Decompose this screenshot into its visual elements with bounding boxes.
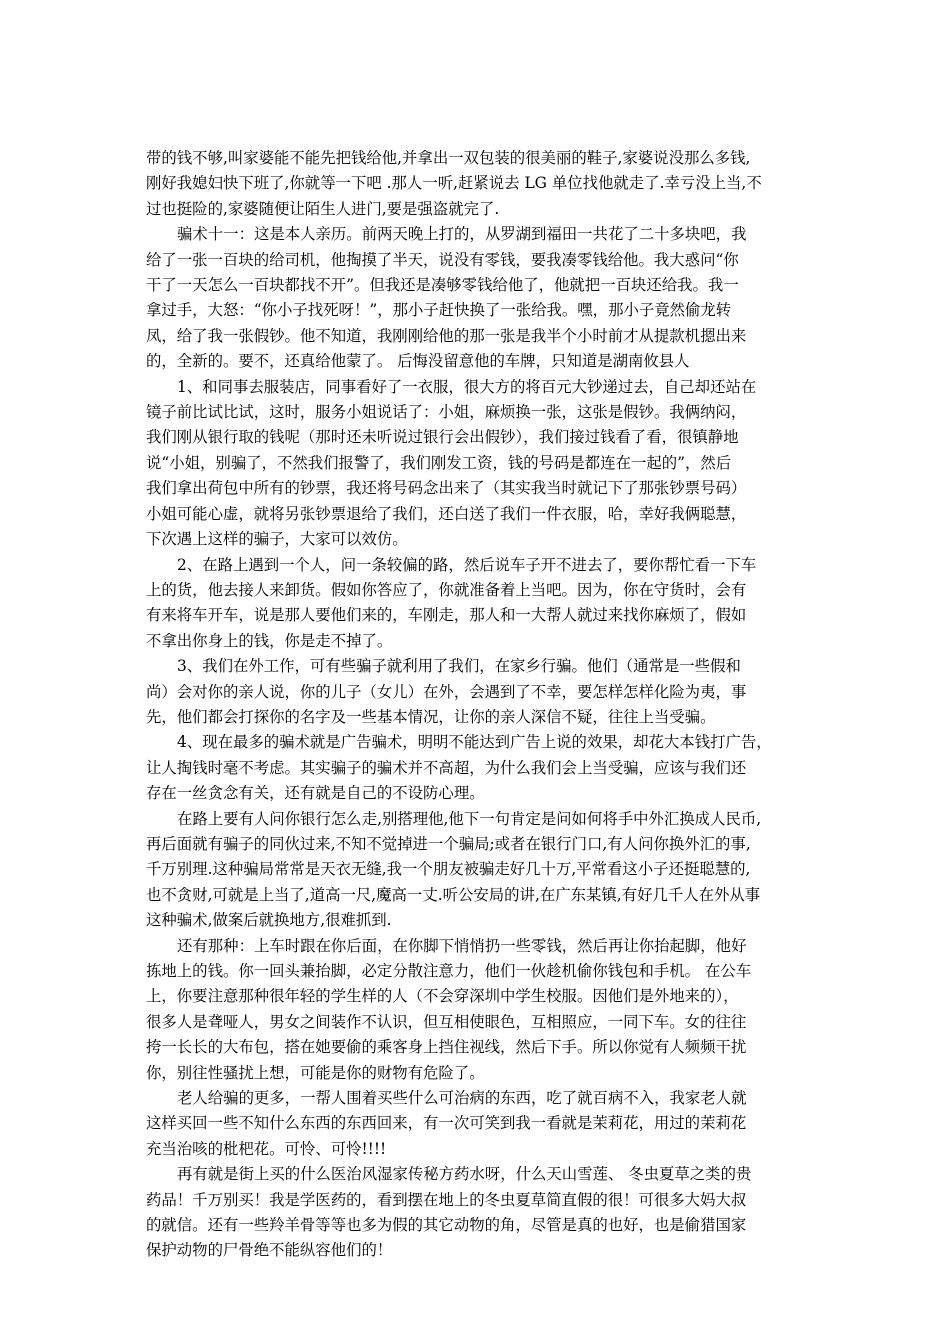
paragraph-7 [146,807,810,934]
text-line: 刚好我媳妇快下班了,你就等一下吧 .那人一听,赶紧说去 LG 单位找他就走了.幸亏没上当,不 [146,174,762,193]
paragraph-1 [146,146,810,222]
text-line: 这种骗术,做案后就换地方,很难抓到. [146,911,392,930]
text-line: 说“小姐，别骗了，不然我们报警了，我们刚发工资，钱的号码是都连在一起的”，然后 [146,453,732,472]
text-line: 上的货，他去接人来卸货。假如你答应了，你就准备着上当吧。因为，你在守货时，会有 [146,580,747,599]
text-line: 你，别往性骚扰上想，可能是你的财物有危险了。 [146,1063,485,1082]
text-line: 我们刚从银行取的钱呢（那时还未听说过银行会出假钞），我们接过钱看了看，很镇静地 [146,428,739,447]
paragraph-2 [146,222,810,374]
paragraph-10 [146,1162,810,1264]
text-line: 镜子前比试比试，这时，服务小姐说话了：小姐，麻烦换一张，这张是假钞。我俩纳闷， [146,403,747,422]
text-line: 先，他们都会打探你的名字及一些基本情况，让你的亲人深信不疑，往往上当受骗。 [146,707,716,726]
text-line: 很多人是聋哑人，男女之间装作不认识，但互相使眼色，互相照应，一同下车。女的往往 [146,1012,747,1031]
text-line: 挎一长长的大布包，搭在她要偷的乘客身上挡住视线，然后下手。所以你觉有人频频干扰 [146,1038,747,1057]
text-line: 让人掏钱时毫不考虑。其实骗子的骗术并不高超，为什么我们会上当受骗，应该与我们还 [146,758,747,777]
text-line: 尚）会对你的亲人说，你的儿子（女儿）在外，会遇到了不幸，要怎样怎样化险为夷，事 [146,682,747,701]
text-line: 的，全新的。要不，还真给他蒙了。 后悔没留意他的车牌，只知道是湖南攸县人 [146,352,690,371]
text-line: 再有就是街上买的什么医治风湿家传秘方药水呀，什么天山雪莲、 冬虫夏草之类的贵 [177,1165,752,1184]
paragraph-9 [146,1086,810,1162]
paragraph-6 [146,730,810,806]
text-line: 1、和同事去服装店，同事看好了一衣服，很大方的将百元大钞递过去，自己却还站在 [177,377,757,396]
document-page [146,146,810,1264]
paragraph-8 [146,934,810,1086]
text-line: 不拿出你身上的钱，你是走不掉了。 [146,631,393,650]
text-line: 带的钱不够,叫家婆能不能先把钱给他,并拿出一双包装的很美丽的鞋子,家婆说没那么多钱, [146,149,751,167]
paragraph-3 [146,375,810,553]
text-line: 再后面就有骗子的同伙过来,不知不觉掉进一个骗局;或者在银行门口,有人问你换外汇的事, [146,834,751,853]
text-line: 千万别理.这种骗局常常是天衣无缝,我一个朋友被骗走好几十万,平常看这小子还挺聪慧的, [146,860,751,879]
text-line: 老人给骗的更多，一帮人围着买些什么可治病的东西，吃了就百病不入，我家老人就 [177,1089,747,1108]
text-line: 凤，给了我一张假钞。他不知道，我刚刚给他的那一张是我半个小时前才从提款机摁出来 [146,326,747,345]
text-line: 下次遇上这样的骗子，大家可以效仿。 [146,530,408,549]
text-line: 干了一天怎么一百块都找不开”。但我还是凑够零钱给他了，他就把一百块还给我。我一 [146,276,739,295]
text-line: 4、现在最多的骗术就是广告骗术，明明不能达到广告上说的效果，却花大本钱打广告， [177,733,772,752]
text-line: 充当治咳的枇杷花。可怜、可怜!!!! [146,1139,387,1158]
paragraph-4 [146,553,810,655]
text-line: 2、在路上遇到一个人，问一条较偏的路，然后说车子开不进去了，要你帮忙看一下车 [177,555,757,574]
text-line: 小姐可能心虚，就将另张钞票退给了我们，还白送了我们一件衣服，哈，幸好我俩聪慧， [146,504,747,523]
text-line: 给了一张一百块的给司机，他掏摸了半天，说没有零钱，要我凑零钱给他。我大惑问“你 [146,250,739,269]
text-line: 过也挺险的,家婆随便让陌生人进门,要是强盗就完了. [146,199,500,218]
paragraph-5 [146,654,810,730]
text-line: 还有那种：上车时跟在你后面，在你脚下悄悄扔一些零钱，然后再让你抬起脚，他好 [177,936,747,955]
text-line: 有来将车开车，说是那人要他们来的，车刚走，那人和一大帮人就过来找你麻烦了，假如 [146,606,747,625]
text-line: 药品！千万别买！我是学医药的，看到摆在地上的冬虫夏草简直假的很！可很多大妈大叔 [146,1190,747,1209]
text-line: 上，你要注意那种很年轻的学生样的人（不会穿深圳中学生校服。因他们是外地来的）， [146,987,739,1006]
text-line: 拣地上的钱。你一回头兼抬脚，必定分散注意力，他们一伙趁机偷你钱包和手机。 在公车 [146,962,752,980]
text-line: 骗术十一：这是本人亲历。前两天晚上打的，从罗湖到福田一共花了二十多块吧，我 [177,225,747,244]
text-line: 这样买回一些不知什么东西的东西回来，有一次可笑到我一看就是茉莉花，用过的茉莉花 [146,1114,747,1133]
text-line: 拿过手，大怒：“你小子找死呀！”，那小子赶快换了一张给我。嘿，那小子竟然偷龙转 [146,301,732,320]
text-line: 在路上要有人问你银行怎么走,别搭理他,他下一句肯定是问如何将手中外汇换成人民币, [177,809,762,828]
text-line: 保护动物的尸骨绝不能纵容他们的！ [146,1241,393,1260]
text-line: 3、我们在外工作，可有些骗子就利用了我们，在家乡行骗。他们（通常是一些假和 [177,657,741,676]
text-line: 存在一丝贪念有关，还有就是自己的不设防心理。 [146,784,485,803]
text-line: 的就信。还有一些羚羊骨等等也多为假的其它动物的角，尽管是真的也好，也是偷猎国家 [146,1216,747,1235]
text-line: 我们拿出荷包中所有的钞票，我还将号码念出来了（其实我当时就记下了那张钞票号码） [146,479,747,498]
text-line: 也不贪财,可就是上当了,道高一尺,魔高一丈.听公安局的讲,在广东某镇,有好几千人在外从事 [146,885,761,904]
